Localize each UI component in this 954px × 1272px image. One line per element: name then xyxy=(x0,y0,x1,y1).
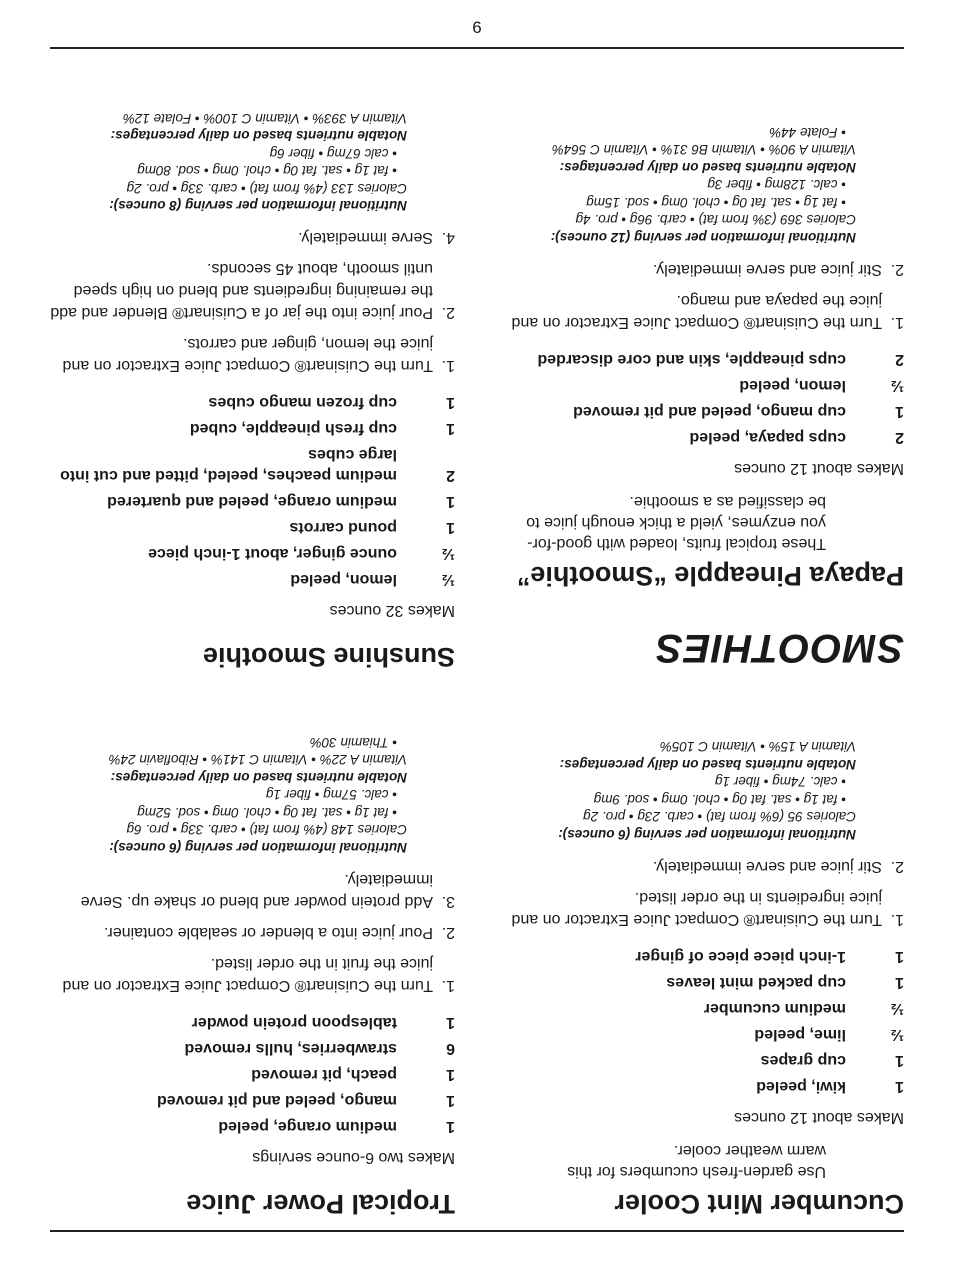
ingredient-name: cup packed mint leaves xyxy=(666,974,846,991)
ingredient-qty: 1 xyxy=(446,1066,455,1083)
ingredient-qty: ½ xyxy=(890,377,904,394)
nutrition-line: • calc. 57mg • fiber 1g xyxy=(265,787,397,803)
nutrition-line: • fat 1g • sat. fat 0g • chol. 0mg • sod. 80mg xyxy=(137,163,397,179)
nutrition-info xyxy=(499,738,904,843)
ingredient-item xyxy=(50,445,455,487)
section-title: SMOOTHIES xyxy=(654,626,904,670)
ingredient-qty: 1 xyxy=(446,1014,455,1031)
ingredient-qty: 2 xyxy=(895,429,904,446)
upside-down-content xyxy=(50,60,904,1220)
step-item xyxy=(50,952,455,996)
ingredient-list xyxy=(499,946,904,1097)
step-list xyxy=(499,855,904,930)
step-item xyxy=(499,886,904,930)
ingredient-item xyxy=(50,570,455,591)
step-item xyxy=(50,258,455,324)
notable-nutrients-heading: Notable nutrients based on daily percentages: xyxy=(559,757,856,772)
ingredient-name: cup grapes xyxy=(760,1052,846,1069)
step-number: 1. xyxy=(441,977,455,994)
ingredient-item xyxy=(50,1012,455,1033)
nutrition-line: • fat 1g • sat. fat 0g • chol. 0mg • sod. 9mg xyxy=(593,792,846,807)
ingredient-item xyxy=(50,419,455,440)
column-cucumber-papaya xyxy=(499,124,904,1221)
ingredient-item xyxy=(499,1024,904,1045)
nutrition-line: • calc 67mg • fiber 6g xyxy=(269,146,397,161)
nutrition-heading: Nutritional information per serving (8 ounces): xyxy=(109,198,407,214)
ingredient-list xyxy=(50,1012,455,1137)
step-text: Serve immediately. xyxy=(298,229,433,247)
notable-nutrients-line: Vitamin A 22% • Vitamin C 141% • Riboflavin 24% xyxy=(108,752,407,768)
step-text: Turn the Cuisinart® Compact Juice Extractor on and juice the fruit in the order listed. xyxy=(62,955,433,994)
ingredient-name: pound carrots xyxy=(289,519,397,537)
ingredient-name: cup fresh pineapple, cubed xyxy=(189,420,397,438)
notable-nutrients-line: Vitamin A 393% • Vitamin C 100% • Folate 12% xyxy=(122,111,407,126)
ingredient-item xyxy=(50,518,455,539)
recipe-intro: These tropical fruits, loaded with good-for-you enzymes, yield a thick enough juice to be classified as a smoothie. xyxy=(526,493,826,552)
step-number: 2. xyxy=(890,261,904,278)
step-list xyxy=(50,868,455,996)
step-list xyxy=(499,258,904,333)
ingredient-name: cups papaya, peeled xyxy=(689,429,846,446)
ingredient-item xyxy=(50,1064,455,1085)
step-item xyxy=(499,258,904,280)
notable-nutrients-heading: Notable nutrients based on daily percentages: xyxy=(559,160,856,175)
ingredient-qty: 2 xyxy=(895,351,904,368)
notable-nutrients-line: • Thiamin 30% xyxy=(309,735,397,750)
step-number: 4. xyxy=(441,229,455,247)
nutrition-line: Calories 148 (4% from fat) • carb. 33g • pro. 6g xyxy=(126,822,407,838)
ingredient-name: medium orange, peeled and quartered xyxy=(107,493,397,511)
notable-nutrients-line: • Folate 44% xyxy=(769,125,846,140)
nutrition-line: Calories 95 (6% from fat) • carb. 23g • pro. 2g xyxy=(583,809,856,825)
ingredient-item xyxy=(499,375,904,396)
notable-nutrients-heading: Notable nutrients based on daily percentages: xyxy=(110,770,407,785)
ingredient-list xyxy=(499,349,904,448)
step-number: 2. xyxy=(441,924,455,941)
ingredient-name: cups pineapple, skin and core discarded xyxy=(537,351,846,368)
step-text: Turn the Cuisinart® Compact Juice Extractor on and juice ingredients in the order listed. xyxy=(511,889,882,928)
ingredient-name: kiwi, peeled xyxy=(756,1078,846,1095)
step-number: 2. xyxy=(890,858,904,875)
ingredient-item xyxy=(50,1090,455,1111)
recipe-tropical-power-juice xyxy=(50,734,455,1221)
nutrition-line: Calories 369 (3% from fat) • carb. 96g • pro. 4g xyxy=(575,212,856,228)
nutrition-heading: Nutritional information per serving (6 ounces): xyxy=(558,827,856,842)
ingredient-name: lime, peeled xyxy=(754,1026,846,1043)
ingredient-item xyxy=(499,972,904,993)
ingredient-name: ounce ginger, about 1-inch piece xyxy=(148,545,397,563)
ingredient-qty: 1 xyxy=(895,1052,904,1069)
recipe-papaya-pineapple-smoothie xyxy=(499,124,904,593)
ingredient-item xyxy=(499,1076,904,1097)
nutrition-info xyxy=(50,110,455,215)
ingredient-list xyxy=(50,393,455,591)
nutrition-line: • fat 1g • sat. fat 0g • chol. 0mg • sod. 15mg xyxy=(586,195,846,210)
nutrition-line: • fat 1g • sat. fat 0g • chol. 0mg • sod. 52mg xyxy=(137,805,397,820)
step-item xyxy=(499,289,904,333)
recipe-title: Sunshine Smoothie xyxy=(202,642,455,673)
notable-nutrients-line: Vitamin A 90% • Vitamin B6 31% • Vitamin C 564% xyxy=(551,142,856,158)
step-number: 2. xyxy=(441,304,455,322)
bottom-rule xyxy=(50,1230,904,1232)
nutrition-line: Calories 133 (4% from fat) • carb. 33g • pro. 2g xyxy=(126,181,407,196)
step-text: Stir juice and serve immediately. xyxy=(652,261,882,278)
ingredient-item xyxy=(50,1038,455,1059)
ingredient-qty: 1 xyxy=(895,974,904,991)
recipe-intro: Use garden-fresh cucumbers for this warm weather cooler. xyxy=(567,1142,826,1180)
ingredient-name: lemon, peeled xyxy=(290,571,397,589)
step-number: 1. xyxy=(890,911,904,928)
ingredient-item xyxy=(50,492,455,513)
ingredient-name: lemon, peeled xyxy=(739,377,846,394)
ingredient-qty: ½ xyxy=(890,1026,904,1043)
step-text: Pour juice into the jar of a Cuisinart® Blender and add the remaining ingredients and blend on high speed until smooth, about 45 seconds. xyxy=(50,260,433,322)
step-text: Turn the Cuisinart® Compact Juice Extractor on and juice the papaya and mango. xyxy=(511,292,882,331)
step-item xyxy=(50,333,455,377)
ingredient-name: medium cucumber xyxy=(703,1000,846,1017)
ingredient-qty: 1 xyxy=(895,948,904,965)
notable-nutrients-line: Vitamin A 15% • Vitamin C 105% xyxy=(659,739,856,755)
ingredient-item xyxy=(499,349,904,370)
ingredient-item xyxy=(499,427,904,448)
recipe-yield: Makes about 12 ounces xyxy=(734,1109,904,1126)
ingredient-item xyxy=(50,393,455,414)
recipe-yield: Makes 32 ounces xyxy=(329,602,455,620)
ingredient-item xyxy=(50,544,455,565)
ingredient-name: strawberries, hulls removed xyxy=(184,1040,397,1057)
ingredient-qty: 2 xyxy=(446,467,455,485)
page-number: 6 xyxy=(472,18,482,37)
ingredient-qty: 1 xyxy=(446,493,455,511)
step-list xyxy=(50,227,455,377)
ingredient-qty: 1 xyxy=(446,519,455,537)
nutrition-line: • calc. 74mg • fiber 1g xyxy=(714,774,846,790)
ingredient-item xyxy=(499,1050,904,1071)
ingredient-qty: 6 xyxy=(446,1040,455,1057)
step-number: 1. xyxy=(890,314,904,331)
step-item xyxy=(50,921,455,943)
nutrition-line: • calc. 128mg • fiber 3g xyxy=(707,177,846,193)
top-rule xyxy=(50,47,904,49)
ingredient-item xyxy=(50,1116,455,1137)
ingredient-qty: 1 xyxy=(895,1078,904,1095)
step-number: 1. xyxy=(441,357,455,375)
step-item xyxy=(50,227,455,249)
recipe-title: Tropical Power Juice xyxy=(186,1189,455,1219)
nutrition-info xyxy=(499,124,904,247)
ingredient-name: mango, peeled and pit removed xyxy=(156,1092,397,1109)
ingredient-qty: 1 xyxy=(446,1092,455,1109)
recipe-yield: Makes about 12 ounces xyxy=(734,460,904,477)
ingredient-name: peach, pit removed xyxy=(251,1066,397,1083)
ingredient-name: cup mango, peeled and pit removed xyxy=(573,403,846,420)
ingredient-qty: ½ xyxy=(441,571,455,589)
ingredient-qty: 1 xyxy=(446,420,455,438)
ingredient-item xyxy=(499,946,904,967)
recipe-title: Papaya Pineapple “Smoothie” xyxy=(516,561,904,591)
notable-nutrients-heading: Notable nutrients based on daily percentages: xyxy=(110,128,407,144)
ingredient-name: cup frozen mango cubes xyxy=(208,394,397,412)
step-number: 3. xyxy=(441,893,455,910)
ingredient-item xyxy=(499,998,904,1019)
ingredient-qty: ½ xyxy=(890,1000,904,1017)
ingredient-qty: 1 xyxy=(895,403,904,420)
recipe-cucumber-mint-cooler xyxy=(499,738,904,1220)
nutrition-heading: Nutritional information per serving (6 ounces): xyxy=(109,840,407,855)
column-tropical-sunshine xyxy=(50,110,455,1221)
step-text: Add protein powder and blend or shake up. Serve immediately. xyxy=(80,871,433,910)
step-text: Stir juice and serve immediately. xyxy=(652,858,882,875)
recipe-yield: Makes two 6-ounce servings xyxy=(252,1149,455,1166)
ingredient-name: 1-inch piece piece of ginger xyxy=(635,948,846,965)
ingredient-qty: 1 xyxy=(446,1118,455,1135)
step-text: Turn the Cuisinart® Compact Juice Extractor on and juice the lemon, ginger and carrots. xyxy=(62,335,433,375)
step-text: Pour juice into a blender or sealable container. xyxy=(103,924,433,941)
ingredient-qty: 1 xyxy=(446,394,455,412)
ingredient-name: medium peaches, peeled, pitted and cut into large cubes xyxy=(60,446,397,485)
ingredient-name: tablespoon protein powder xyxy=(191,1014,397,1031)
ingredient-qty: ½ xyxy=(441,545,455,563)
nutrition-info xyxy=(50,734,455,857)
ingredient-name: medium orange, peeled xyxy=(218,1118,397,1135)
recipe-sunshine-smoothie xyxy=(50,110,455,674)
ingredient-item xyxy=(499,401,904,422)
step-item xyxy=(50,868,455,912)
step-item xyxy=(499,855,904,877)
nutrition-heading: Nutritional information per serving (12 ounces): xyxy=(550,230,856,245)
recipe-title: Cucumber Mint Cooler xyxy=(614,1189,904,1219)
